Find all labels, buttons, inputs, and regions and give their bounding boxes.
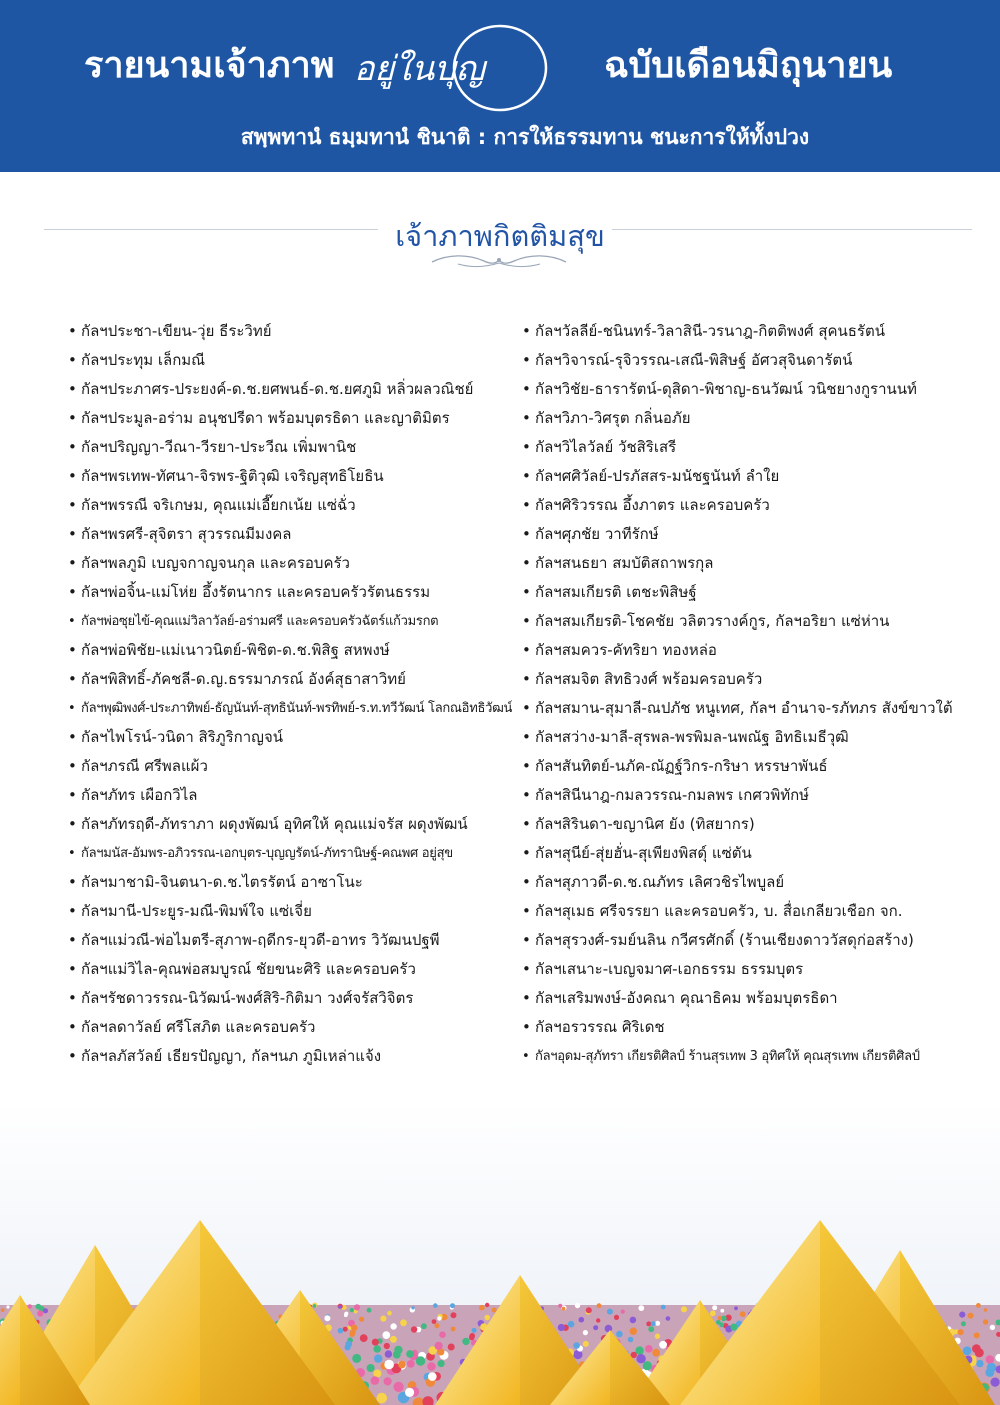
bullet-icon: • xyxy=(68,525,77,543)
section-title: เจ้าภาพกิตติมสุข xyxy=(395,219,605,253)
donor-name: กัลฯวิไลวัลย์ วัชสิริเสรี xyxy=(535,438,677,456)
donor-list-item xyxy=(68,375,520,404)
donor-list-item xyxy=(68,1042,520,1071)
bullet-icon: • xyxy=(522,960,531,978)
bullet-icon: • xyxy=(68,701,76,716)
donor-list-item xyxy=(522,839,984,868)
donor-name: กัลฯสิรินดา-ขญานิศ ยัง (ทิสยากร) xyxy=(535,815,755,833)
donor-list-item xyxy=(68,752,520,781)
donor-list-item xyxy=(68,694,520,723)
donor-name: กัลฯพุฒิพงศ์-ประภาทิพย์-ธัญนันท์-สุทธินันท์-พรทิพย์-ร.ท.ทวีวัฒน์ โลกณอิทธิวัฒน์ xyxy=(81,701,513,716)
donor-name: กัลฯรัชดาวรรณ-นิวัฒน์-พงศ์สิริ-กิติมา วงศ์จรัสวิจิตร xyxy=(81,989,414,1007)
ornament-flourish xyxy=(428,252,570,270)
bullet-icon: • xyxy=(522,496,531,514)
bullet-icon: • xyxy=(522,467,531,485)
donor-list-item xyxy=(68,317,520,346)
donor-name: กัลฯมาชามิ-จินตนา-ด.ช.ไตรรัตน์ อาซาโนะ xyxy=(81,873,363,891)
bullet-icon: • xyxy=(68,554,77,572)
donor-list-item xyxy=(68,636,520,665)
donor-list-item xyxy=(522,375,984,404)
bullet-icon: • xyxy=(68,496,77,514)
bullet-icon: • xyxy=(68,815,77,833)
donor-name: กัลฯพ่อซุยไข้-คุณแม่วิลาวัลย์-อร่ามศรี และครอบครัวฉัตร์แก้วมรกต xyxy=(81,614,439,629)
donor-name: กัลฯพรรณี จริเกษม, คุณแม่เอี๊ยกเน้ย แซ่ฉั่ว xyxy=(81,496,356,514)
bullet-icon: • xyxy=(68,1047,77,1065)
bullet-icon: • xyxy=(522,351,531,369)
donor-list-item xyxy=(522,984,984,1013)
donor-name: กัลฯสมเกียรติ-โชคชัย วลิตวรางค์กูร, กัลฯอริยา แซ่ห่าน xyxy=(535,612,890,630)
donor-list-item xyxy=(522,317,984,346)
donor-name: กัลฯแม่วณี-พ่อไมตรี-สุภาพ-ฤดีกร-ยุวดี-อาทร วิวัฒนปฐพี xyxy=(81,931,440,949)
donor-list-right xyxy=(522,317,984,1071)
donor-name: กัลฯเสนาะ-เบญจมาศ-เอกธรรม ธรรมบุตร xyxy=(535,960,804,978)
bullet-icon: • xyxy=(522,1049,530,1064)
donor-list-item xyxy=(68,462,520,491)
donor-name: กัลฯสนธยา สมบัติสถาพรกุล xyxy=(535,554,714,572)
bullet-icon: • xyxy=(522,409,531,427)
bullet-icon: • xyxy=(68,786,77,804)
bullet-icon: • xyxy=(522,989,531,1007)
donor-name: กัลฯพ่อพิชัย-แม่เนาวนิตย์-พิชิต-ด.ช.พิสิฐ สหพงษ์ xyxy=(81,641,390,659)
issue-title: ฉบับเดือนมิถุนายน xyxy=(604,45,893,86)
donor-list-item xyxy=(522,462,984,491)
donor-name: กัลฯอรวรรณ ศิริเดช xyxy=(535,1018,665,1036)
donor-name: กัลฯประชา-เขียน-วุ่ย ธีระวิทย์ xyxy=(81,322,272,340)
donor-name: กัลฯสุเมธ ศรีจรรยา และครอบครัว, บ. สื่อเกลียวเชือก จก. xyxy=(535,902,903,920)
donor-list-item xyxy=(68,578,520,607)
donor-list-item xyxy=(522,404,984,433)
donor-name: กัลฯสมควร-คัทริยา ทองหล่อ xyxy=(535,641,717,659)
donor-list-item xyxy=(68,404,520,433)
bullet-icon: • xyxy=(522,583,531,601)
bullet-icon: • xyxy=(68,380,77,398)
donor-list-item xyxy=(68,868,520,897)
donor-name: กัลฯมนัส-อัมพร-อภิวรรณ-เอกบุตร-บุญญรัตน์-ภัทรานิษฐ์-คณพศ อยู่สุข xyxy=(81,846,453,861)
donor-list-item xyxy=(522,1042,984,1071)
bullet-icon: • xyxy=(522,815,531,833)
bullet-icon: • xyxy=(522,844,531,862)
donor-name: กัลฯสุนีย์-สุ่ยฮั่น-สุเพียงพิสดุ์ แซ่ตัน xyxy=(535,844,752,862)
donor-name: กัลฯลภัสวัลย์ เธียรปัญญา, กัลฯนภ ภูมิเหล่าแจ้ง xyxy=(81,1047,382,1065)
donor-name: กัลฯวิภา-วิศรุต กลิ่นอภัย xyxy=(535,409,691,427)
page-title: รายนามเจ้าภาพ xyxy=(84,45,335,86)
donor-list-item xyxy=(68,984,520,1013)
bullet-icon: • xyxy=(68,670,77,688)
bullet-icon: • xyxy=(522,525,531,543)
donor-list-item xyxy=(522,549,984,578)
donor-list-item xyxy=(522,636,984,665)
donor-name: กัลฯสุภาวดี-ด.ช.ณภัทร เลิศวชิรไพบูลย์ xyxy=(535,873,785,891)
donor-list-item xyxy=(522,926,984,955)
donor-list-item xyxy=(68,346,520,375)
donor-name: กัลฯพิสิทธิ์-ภัคชลี-ด.ญ.ธรรมาภรณ์ อังค์สุธาสาวิทย์ xyxy=(81,670,406,688)
donor-list-item xyxy=(68,955,520,984)
donor-list-item xyxy=(522,955,984,984)
logo xyxy=(350,24,560,120)
donor-list-left xyxy=(68,317,520,1071)
bullet-icon: • xyxy=(522,438,531,456)
donor-name: กัลฯสมจิต สิทธิวงศ์ พร้อมครอบครัว xyxy=(535,670,763,688)
divider-right xyxy=(612,229,972,230)
donor-list-item xyxy=(68,665,520,694)
donor-name: กัลฯภัทรฤดี-ภัทราภา ผดุงพัฒน์ อุทิศให้ คุณแม่จรัส ผดุงพัฒน์ xyxy=(81,815,468,833)
bullet-icon: • xyxy=(522,699,531,717)
donor-list-item xyxy=(68,781,520,810)
donor-list-item xyxy=(68,839,520,868)
donor-name: กัลฯศศิวัลย์-ปรภัสสร-มนัชฐนันท์ ลำใย xyxy=(535,467,780,485)
donor-list-item xyxy=(68,926,520,955)
bullet-icon: • xyxy=(68,757,77,775)
donor-list-item xyxy=(522,520,984,549)
donor-name: กัลฯศิริวรรณ อึ้งภาตร และครอบครัว xyxy=(535,496,770,514)
donor-list-item xyxy=(522,346,984,375)
donor-name: กัลฯพรเทพ-ทัศนา-จิรพร-ฐิติวุฒิ เจริญสุทธิโยธิน xyxy=(81,467,384,485)
donor-name: กัลฯภรณี ศรีพลแผ้ว xyxy=(81,757,208,775)
bullet-icon: • xyxy=(522,380,531,398)
donor-name: กัลฯสันทิตย์-นภัค-ณัฏฐ์วิกร-กริษา หรรษาพันธ์ xyxy=(535,757,828,775)
donor-name: กัลฯสุรวงศ์-รมย์นลิน กวีศรศักดิ์ (ร้านเชียงดาววัสดุก่อสร้าง) xyxy=(535,931,914,949)
donor-name: กัลฯวัลลีย์-ชนินทร์-วิลาสินี-วรนาฎ-กิตติพงศ์ สุคนธรัตน์ xyxy=(535,322,885,340)
bullet-icon: • xyxy=(68,467,77,485)
donor-list-item xyxy=(522,607,984,636)
bullet-icon: • xyxy=(68,728,77,746)
bullet-icon: • xyxy=(68,873,77,891)
bullet-icon: • xyxy=(522,322,531,340)
bullet-icon: • xyxy=(68,989,77,1007)
donor-name: กัลฯสว่าง-มาลี-สุรพล-พรพิมล-นพณัฐ อิทธิเมธีวุฒิ xyxy=(535,728,849,746)
bullet-icon: • xyxy=(68,641,77,659)
bullet-icon: • xyxy=(522,873,531,891)
donor-name: กัลฯศุภชัย วาทีรักษ์ xyxy=(535,525,659,543)
bullet-icon: • xyxy=(68,322,77,340)
bullet-icon: • xyxy=(522,786,531,804)
bullet-icon: • xyxy=(68,960,77,978)
bullet-icon: • xyxy=(68,351,77,369)
donor-list-item xyxy=(522,810,984,839)
donor-list-item xyxy=(68,491,520,520)
donor-list-item xyxy=(522,781,984,810)
golden-pyramids-illustration xyxy=(0,1100,1000,1405)
bullet-icon: • xyxy=(68,1018,77,1036)
donor-name: กัลฯประทุม เล็กมณี xyxy=(81,351,206,369)
donor-name: กัลฯวิชัย-ธารารัตน์-ดุสิดา-พิชาญ-ธนวัฒน์ วนิชยางกูรานนท์ xyxy=(535,380,917,398)
donor-list-item xyxy=(522,723,984,752)
donor-name: กัลฯพรศรี-สุจิตรา สุวรรณมีมงคล xyxy=(81,525,292,543)
donor-list-item xyxy=(68,433,520,462)
subtitle: สพฺพทานํ ธมฺมทานํ ชินาติ : การให้ธรรมทาน ชนะการให้ทั้งปวง xyxy=(240,125,810,149)
bullet-icon: • xyxy=(68,583,77,601)
donor-list-item xyxy=(68,897,520,926)
donor-name: กัลฯสมาน-สุมาลี-ณปภัช หนูเทศ, กัลฯ อำนาจ-รภัทภร สังข์ขาวใต้ xyxy=(535,699,953,717)
donor-list-item xyxy=(68,1013,520,1042)
donor-list-item xyxy=(522,1013,984,1042)
bullet-icon: • xyxy=(68,614,76,629)
bullet-icon: • xyxy=(522,728,531,746)
donor-name: กัลฯประภาศร-ประยงค์-ด.ช.ยศพนธ์-ด.ช.ยศภูมิ หลิ่วผลวณิชย์ xyxy=(81,380,474,398)
donor-list-item xyxy=(522,433,984,462)
donor-name: กัลฯสมเกียรติ เตชะพิสิษฐ์ xyxy=(535,583,697,601)
donor-name: กัลฯอุดม-สุภัทรา เกียรติศิลป์ ร้านสุรเทพ 3 อุทิศให้ คุณสุรเทพ เกียรติศิลป์ xyxy=(535,1049,920,1064)
bullet-icon: • xyxy=(522,641,531,659)
bullet-icon: • xyxy=(522,757,531,775)
logo-text: อยู่ในบุญ xyxy=(354,49,485,89)
donor-list-item xyxy=(522,665,984,694)
header-banner xyxy=(0,0,1000,172)
bullet-icon: • xyxy=(522,931,531,949)
bullet-icon: • xyxy=(68,409,77,427)
donor-name: กัลฯมานี-ประยูร-มณี-พิมพ์ใจ แซ่เจี่ย xyxy=(81,902,312,920)
donor-name: กัลฯไพโรน์-วนิดา สิริภูริกาญจน์ xyxy=(81,728,284,746)
donor-list-item xyxy=(522,694,984,723)
donor-list-item xyxy=(522,578,984,607)
donor-name: กัลฯวิจารณ์-รุจิวรรณ-เสณี-พิสิษฐ์ อัศวสุจินดารัตน์ xyxy=(535,351,853,369)
donor-list-item xyxy=(68,549,520,578)
bullet-icon: • xyxy=(522,1018,531,1036)
donor-name: กัลฯพ่อจิ้น-แม่โห่ย อึ้งรัตนากร และครอบครัวรัตนธรรม xyxy=(81,583,431,601)
bullet-icon: • xyxy=(522,670,531,688)
bullet-icon: • xyxy=(68,931,77,949)
donor-list-item xyxy=(68,520,520,549)
donor-name: กัลฯแม่วิไล-คุณพ่อสมบูรณ์ ชัยขนะศิริ และครอบครัว xyxy=(81,960,416,978)
donor-name: กัลฯเสริมพงษ์-อังคณา คุณาธิคม พร้อมบุตรธิดา xyxy=(535,989,838,1007)
donor-name: กัลฯภัทร เผือกวิไล xyxy=(81,786,198,804)
donor-name: กัลฯสินีนาฎ-กมลวรรณ-กมลพร เกศวพิทักษ์ xyxy=(535,786,810,804)
bullet-icon: • xyxy=(68,438,77,456)
donor-list-item xyxy=(68,723,520,752)
donor-list-item xyxy=(68,607,520,636)
donor-name: กัลฯพลภูมิ เบญจกาญจนกุล และครอบครัว xyxy=(81,554,350,572)
donor-list-item xyxy=(522,491,984,520)
donor-name: กัลฯลดาวัลย์ ศรีโสภิต และครอบครัว xyxy=(81,1018,316,1036)
donor-list-item xyxy=(522,868,984,897)
bullet-icon: • xyxy=(522,554,531,572)
donor-list-item xyxy=(522,752,984,781)
donor-name: กัลฯปริญญา-วีณา-วีรยา-ประวีณ เพิ่มพานิช xyxy=(81,438,357,456)
donor-name: กัลฯประมูล-อร่าม อนุชปรีดา พร้อมบุตรธิดา และญาติมิตร xyxy=(81,409,450,427)
donor-list-item xyxy=(522,897,984,926)
donor-list-item xyxy=(68,810,520,839)
bullet-icon: • xyxy=(522,612,531,630)
bullet-icon: • xyxy=(68,846,76,861)
bullet-icon: • xyxy=(68,902,77,920)
bullet-icon: • xyxy=(522,902,531,920)
